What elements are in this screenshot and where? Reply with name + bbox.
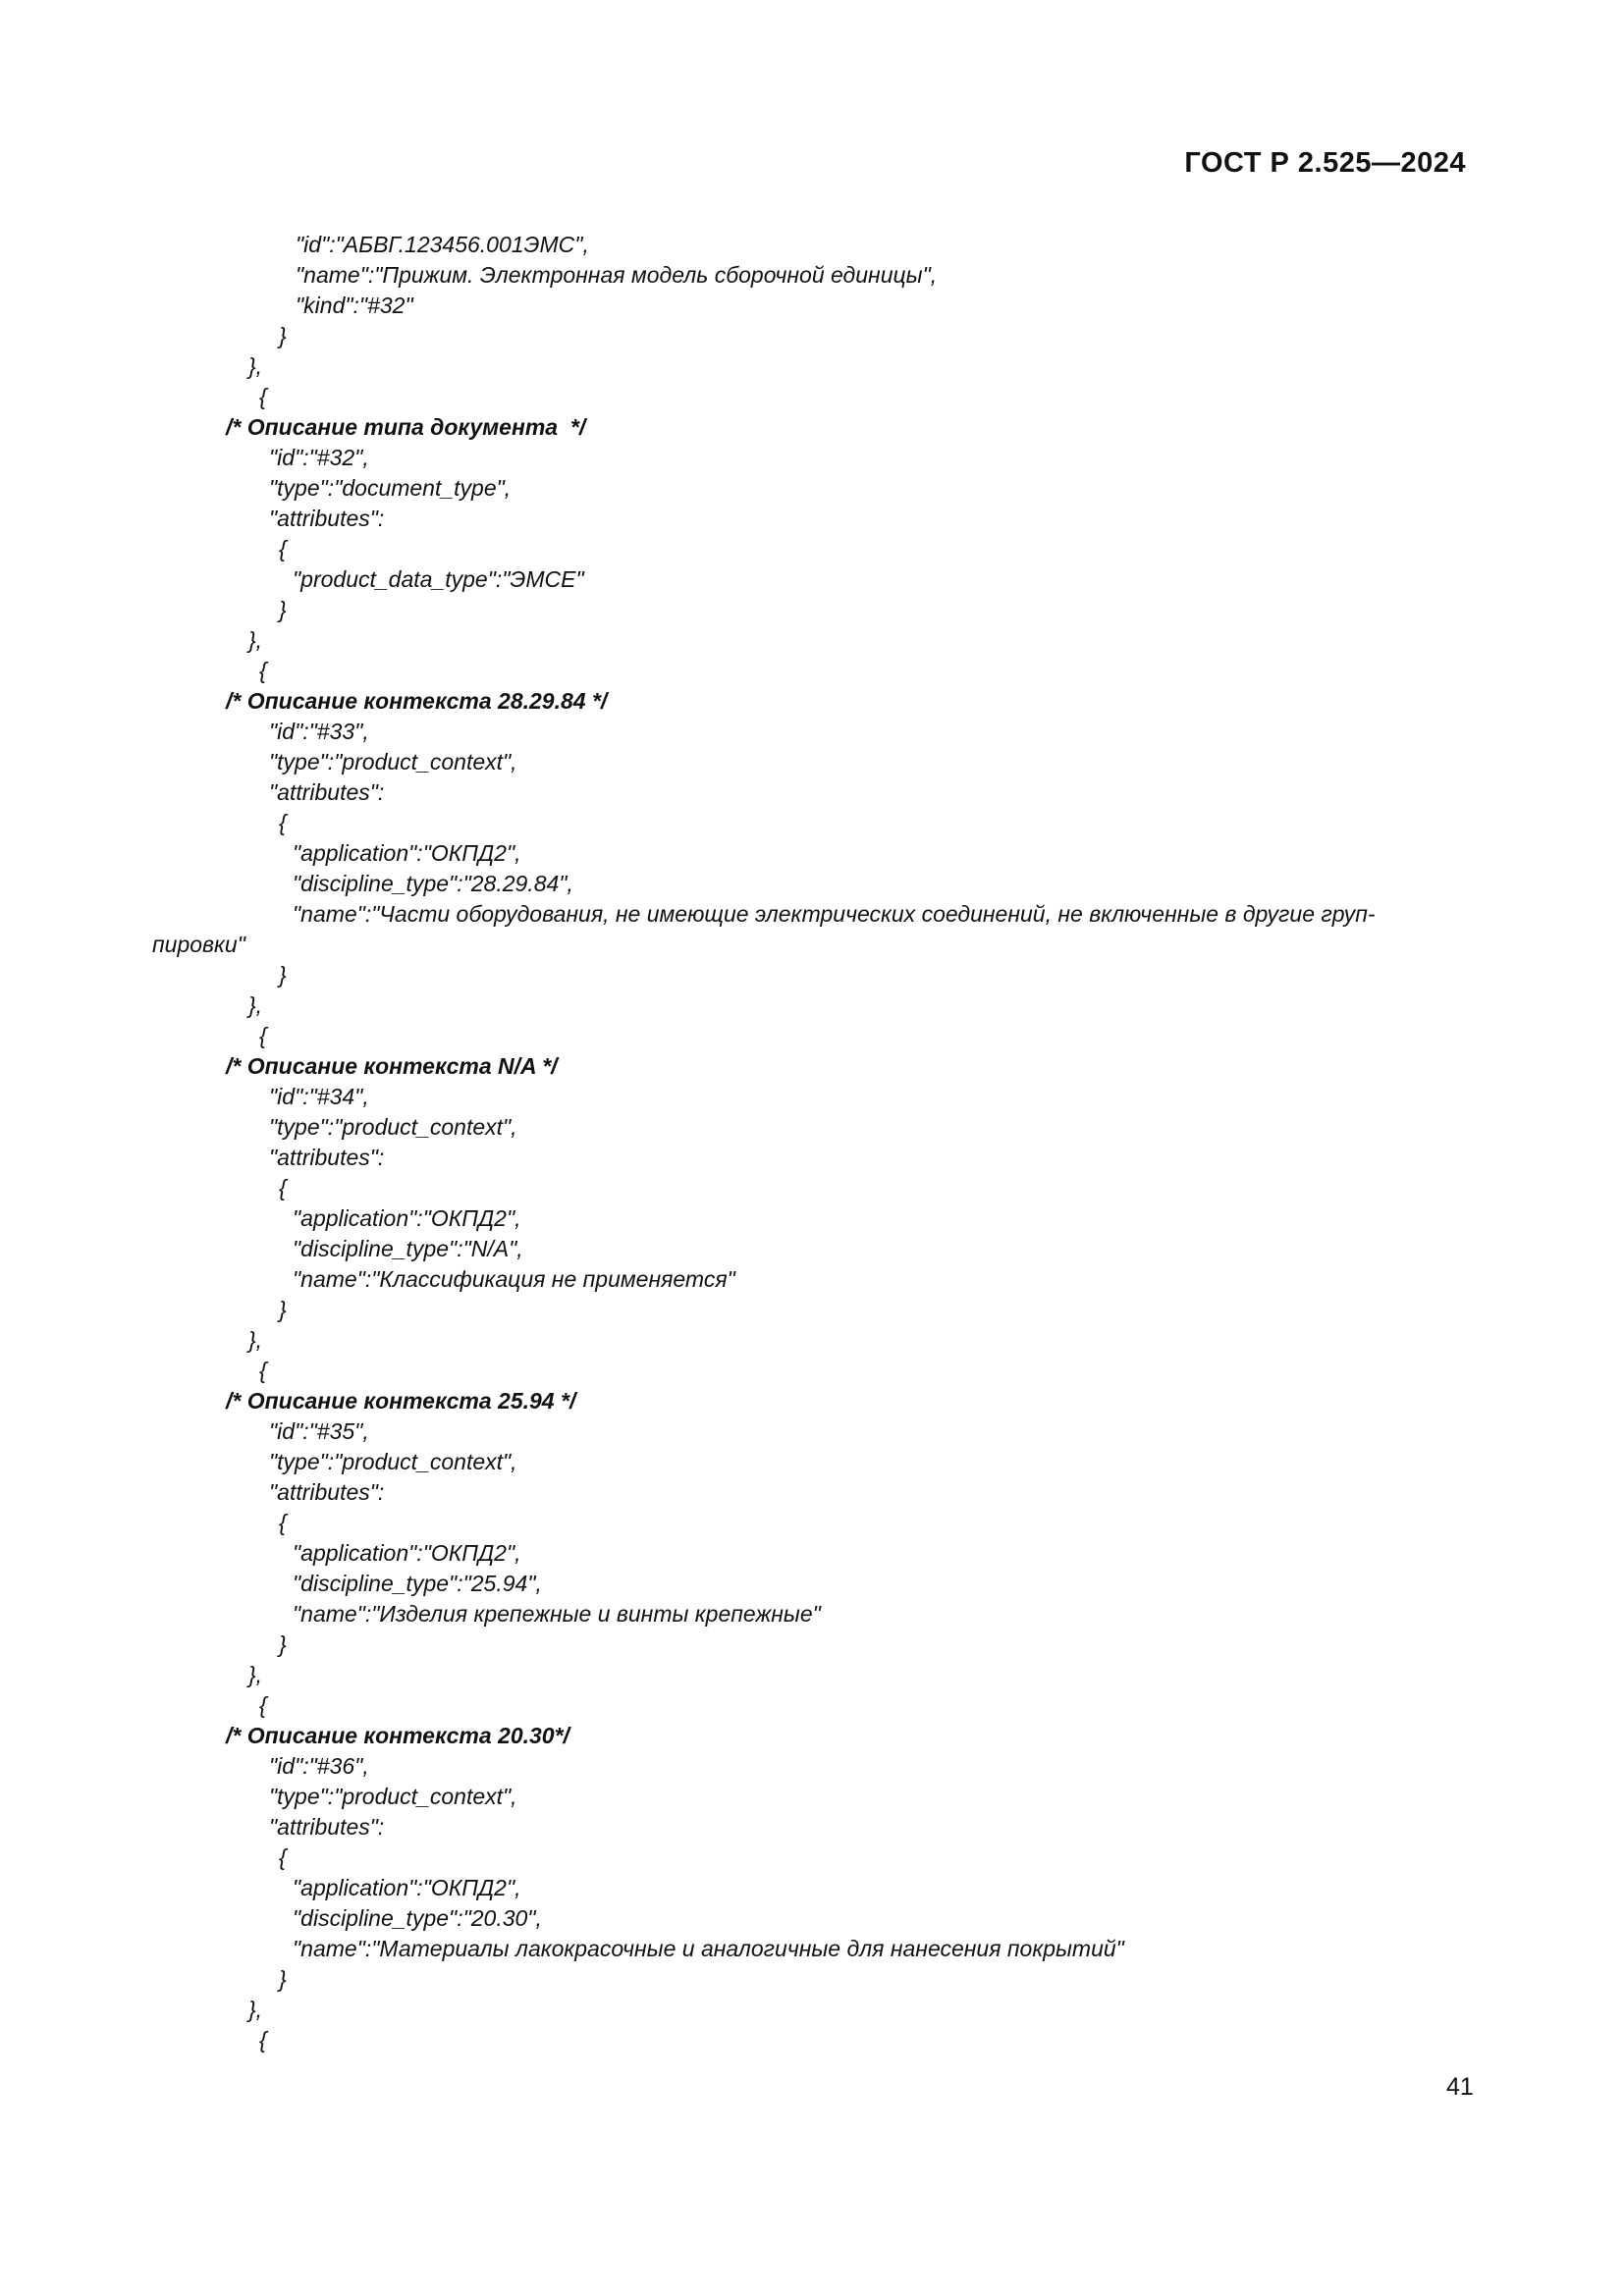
code-line: }: [279, 1631, 287, 1657]
code-line: },: [248, 1662, 263, 1687]
code-line: {: [259, 384, 267, 409]
code-comment-line: /* Описание контекста 28.29.84 */: [226, 688, 608, 714]
code-comment-line: /* Описание контекста N/A */: [226, 1053, 558, 1079]
code-line: "type":"product_context",: [269, 1114, 517, 1140]
code-line: "type":"product_context",: [269, 1784, 517, 1809]
code-line: {: [259, 1023, 267, 1048]
code-line: "discipline_type":"N/A",: [293, 1236, 523, 1261]
code-line: {: [259, 658, 267, 683]
code-line: "id":"#35",: [269, 1418, 369, 1444]
code-line: "attributes":: [269, 1145, 385, 1170]
code-line: "id":"#32",: [269, 445, 369, 470]
document-designation: ГОСТ Р 2.525—2024: [1184, 147, 1466, 179]
code-line: "name":"Прижим. Электронная модель сборочной единицы",: [296, 262, 938, 288]
code-comment-line: /* Описание контекста 20.30*/: [226, 1723, 569, 1748]
code-line: },: [248, 992, 263, 1018]
code-line: "kind":"#32": [296, 293, 413, 318]
code-line: }: [279, 1966, 287, 1992]
code-line: "name":"Материалы лакокрасочные и аналогичные для нанесения покрытий": [293, 1936, 1124, 1961]
code-line: "discipline_type":"28.29.84",: [293, 871, 573, 896]
code-line: },: [248, 627, 263, 653]
code-line: "attributes":: [269, 1814, 385, 1840]
code-line: "attributes":: [269, 506, 385, 531]
code-line: "application":"ОКПД2",: [293, 1540, 521, 1566]
code-line: {: [279, 1844, 287, 1870]
code-line: "attributes":: [269, 1479, 385, 1505]
page-number: 41: [1446, 2073, 1474, 2101]
code-line: "application":"ОКПД2",: [293, 1205, 521, 1231]
code-line: {: [279, 810, 287, 835]
code-line: "application":"ОКПД2",: [293, 840, 521, 866]
code-line: "name":"Части оборудования, не имеющие электрических соединений, не включенные в другие груп-: [293, 901, 1376, 927]
code-line: "discipline_type":"20.30",: [293, 1905, 542, 1931]
code-line: {: [279, 1175, 287, 1201]
code-line: "discipline_type":"25.94",: [293, 1571, 542, 1596]
code-line: "attributes":: [269, 779, 385, 805]
code-comment-line: /* Описание типа документа */: [226, 414, 586, 440]
code-line: "id":"АБВГ.123456.001ЭМС",: [296, 232, 589, 257]
code-line: }: [279, 1297, 287, 1322]
code-line: },: [248, 1327, 263, 1353]
code-line: }: [279, 597, 287, 622]
code-line: "id":"#36",: [269, 1753, 369, 1779]
code-line: }: [279, 962, 287, 988]
code-line: "id":"#33",: [269, 719, 369, 744]
code-line: "application":"ОКПД2",: [293, 1875, 521, 1900]
code-line: "name":"Классификация не применяется": [293, 1266, 735, 1292]
code-line: {: [279, 536, 287, 561]
code-line: "name":"Изделия крепежные и винты крепежные": [293, 1601, 821, 1627]
code-comment-line: /* Описание контекста 25.94 */: [226, 1388, 576, 1414]
code-line: {: [259, 2027, 267, 2053]
json-code-listing: [0, 230, 1624, 2056]
code-line: "product_data_type":"ЭМСЕ": [293, 566, 584, 592]
code-line: },: [248, 1997, 263, 2022]
code-line: "type":"document_type",: [269, 475, 512, 501]
code-line: },: [248, 353, 263, 379]
code-line: "id":"#34",: [269, 1084, 369, 1109]
code-line: "type":"product_context",: [269, 1449, 517, 1474]
code-line: {: [259, 1692, 267, 1718]
code-line: {: [279, 1510, 287, 1535]
code-line: пировки": [152, 932, 245, 957]
code-line: {: [259, 1358, 267, 1383]
code-line: "type":"product_context",: [269, 749, 517, 774]
code-line: }: [279, 323, 287, 348]
